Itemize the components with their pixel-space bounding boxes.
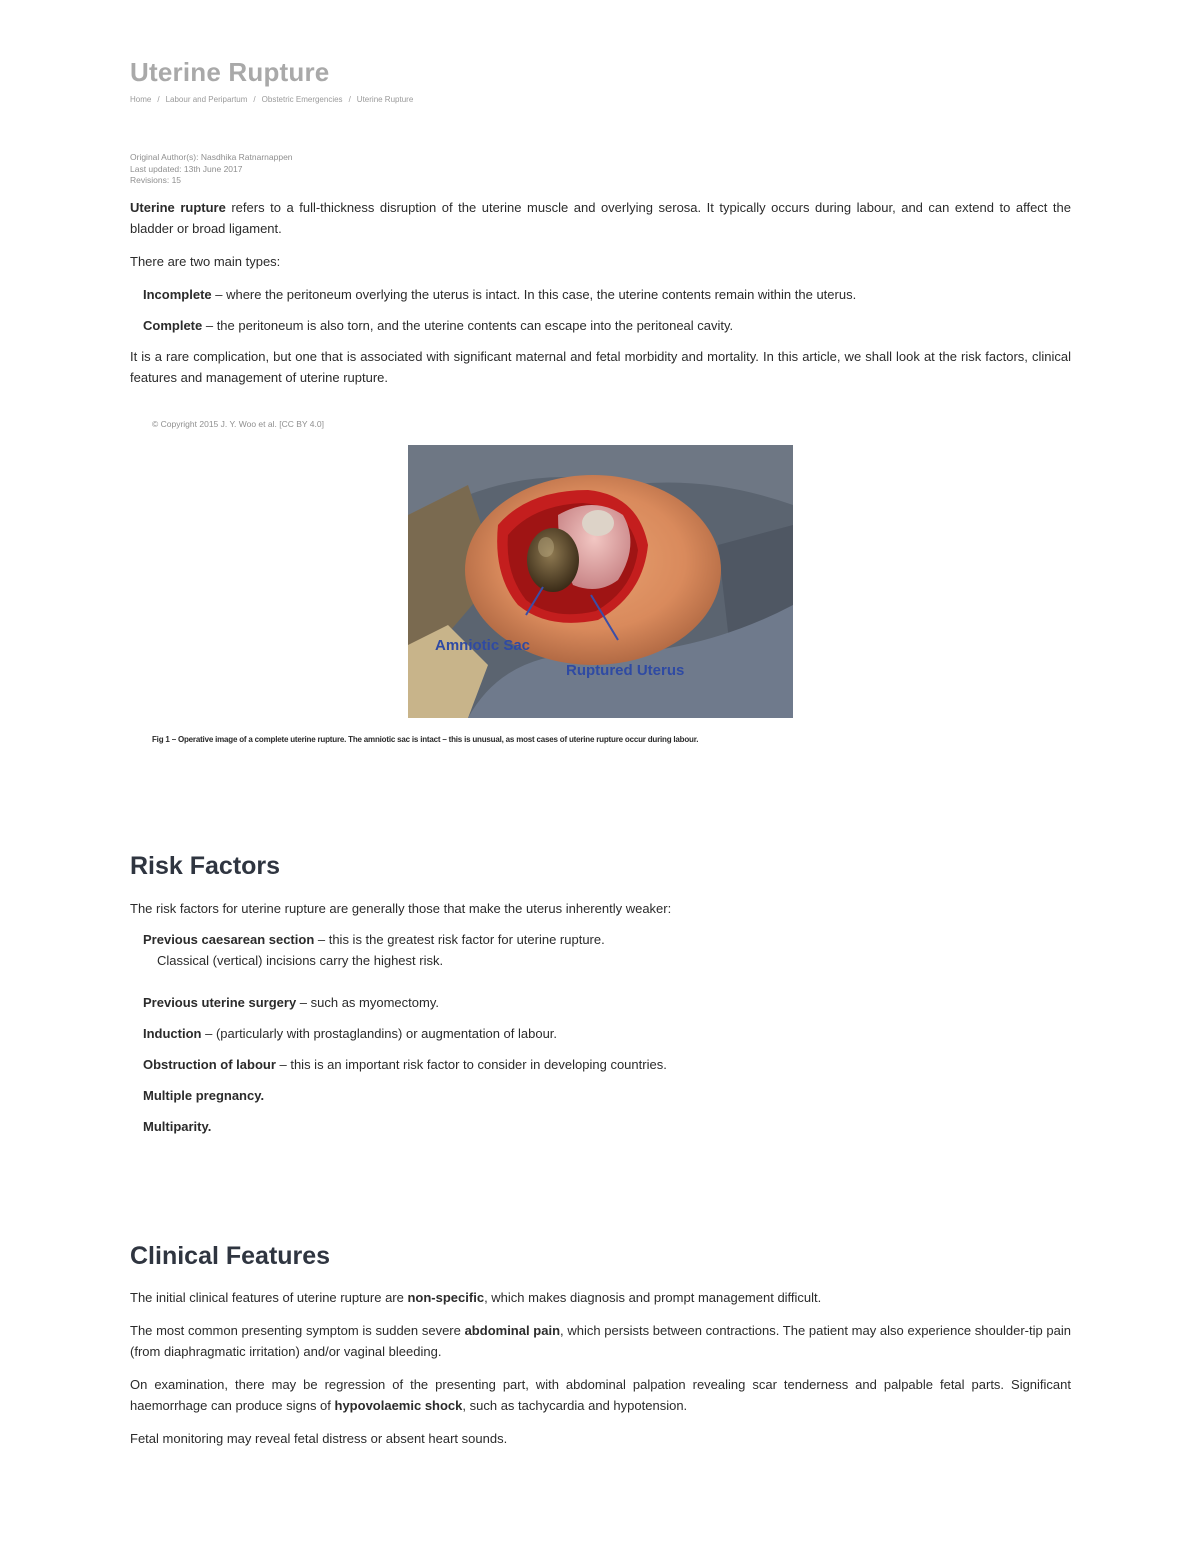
text-span: , which persists between contractions. The patient may also experience shoulder-tip pain (from diaphragmatic irritation) and/or vaginal bleeding. — [130, 1323, 1071, 1359]
list-item-term: Induction — [143, 1026, 202, 1041]
intro-section — [130, 197, 1071, 400]
breadcrumb-obstetric-emergencies[interactable]: Obstetric Emergencies — [261, 95, 343, 104]
breadcrumb-labour[interactable]: Labour and Peripartum — [165, 95, 248, 104]
emphasis: abdominal pain — [464, 1323, 561, 1338]
list-item-term: Multiple pregnancy. — [143, 1088, 265, 1103]
list-item-desc: – this is an important risk factor to consider in developing countries. — [275, 1057, 667, 1072]
risk-factors-intro: The risk factors for uterine rupture are generally those that make the uterus inherently weaker: — [130, 901, 672, 916]
breadcrumb-current: Uterine Rupture — [356, 95, 414, 104]
text-span: , which makes diagnosis and prompt management difficult. — [484, 1290, 822, 1305]
text-span: The most common presenting symptom is sudden severe — [130, 1323, 465, 1338]
page-title: Uterine Rupture — [130, 57, 330, 87]
clinical-features-section — [130, 1287, 1071, 1461]
list-item — [143, 1116, 1071, 1137]
list-item — [143, 992, 1071, 1013]
author-line: Original Author(s): Nasdhika Ratnarnappen — [130, 152, 293, 162]
list-item — [143, 1085, 1071, 1106]
figure-credit: © Copyright 2015 J. Y. Woo et al. [CC BY 4.0] — [152, 419, 324, 429]
list-item-desc: – where the peritoneum overlying the uterus is intact. In this case, the uterine contents remain within the uterus. — [211, 287, 857, 302]
list-item-term: Obstruction of labour — [143, 1057, 276, 1072]
list-item — [143, 284, 1071, 305]
breadcrumb-separator: / — [253, 95, 256, 104]
figure-caption: Fig 1 – Operative image of a complete uterine rupture. The amniotic sac is intact – this is unusual, as most cases of uterine rupture occur during labour. — [152, 735, 699, 744]
list-item-desc: – this is the greatest risk factor for uterine rupture. — [314, 932, 605, 947]
list-item — [143, 929, 1071, 950]
list-item-desc: – (particularly with prostaglandins) or augmentation of labour. — [201, 1026, 558, 1041]
article-meta — [130, 152, 293, 187]
list-item — [143, 315, 1071, 336]
list-item-term: Previous caesarean section — [143, 932, 315, 947]
list-item-term: Multiparity. — [143, 1119, 212, 1134]
amniotic-sac-label: Amniotic Sac — [435, 637, 531, 654]
operative-image — [408, 445, 793, 718]
clinical-features-heading: Clinical Features — [130, 1242, 331, 1270]
intro-text: refers to a full-thickness disruption of the uterine muscle and overlying serosa. It typically occurs during labour, and can extend to affect the bladder or broad ligament. — [130, 200, 1072, 236]
breadcrumb-home[interactable]: Home — [130, 95, 152, 104]
list-item-term: Complete — [143, 318, 203, 333]
breadcrumb — [130, 95, 413, 104]
emphasis: non-specific — [407, 1290, 485, 1305]
text-span: , such as tachycardia and hypotension. — [462, 1398, 688, 1413]
risk-factors-section — [130, 898, 1071, 1147]
clinical-paragraph: Fetal monitoring may reveal fetal distress or absent heart sounds. — [130, 1431, 508, 1446]
hypovolaemic-shock-link[interactable]: hypovolaemic shock — [334, 1398, 463, 1413]
list-item — [143, 1023, 1071, 1044]
list-item-desc: – the peritoneum is also torn, and the uterine contents can escape into the peritoneal cavity. — [202, 318, 734, 333]
types-intro: There are two main types: — [130, 254, 281, 269]
text-span: On examination, there may be regression of the presenting part, with abdominal palpation revealing scar tenderness and palpable fetal parts. Significant haemorrhage can produce signs of — [130, 1377, 1071, 1413]
revisions-line: Revisions: 15 — [130, 175, 182, 185]
sub-list-item: Classical (vertical) incisions carry the highest risk. — [157, 953, 444, 968]
clinical-paragraph — [130, 1320, 1071, 1362]
clinical-paragraph — [130, 1374, 1071, 1416]
list-item — [143, 1054, 1071, 1075]
ruptured-uterus-label: Ruptured Uterus — [566, 662, 685, 679]
intro-paragraph — [130, 197, 1071, 239]
list-item-term: Previous uterine surgery — [143, 995, 297, 1010]
list-item-desc: – such as myomectomy. — [296, 995, 439, 1010]
breadcrumb-separator: / — [157, 95, 160, 104]
risk-factors-heading: Risk Factors — [130, 852, 281, 880]
operative-photo — [408, 445, 793, 718]
text-span: The initial clinical features of uterine rupture are — [130, 1290, 408, 1305]
intro-term: Uterine rupture — [130, 200, 226, 215]
list-item-term: Incomplete — [143, 287, 212, 302]
updated-line: Last updated: 13th June 2017 — [130, 163, 243, 174]
intro-summary: It is a rare complication, but one that is associated with significant maternal and fetal morbidity and mortality. In this article, we shall look at the risk factors, clinical features and management of uterine rupture. — [130, 349, 1071, 385]
clinical-paragraph — [130, 1287, 1071, 1308]
breadcrumb-separator: / — [348, 95, 351, 104]
